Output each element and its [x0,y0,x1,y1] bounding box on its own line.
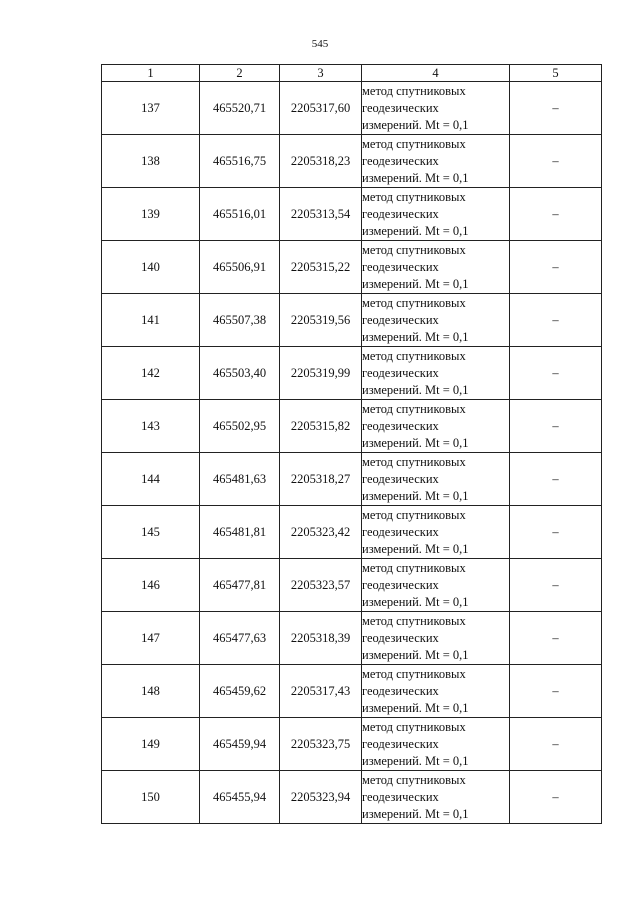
note-cell: – [510,665,602,718]
method-description [362,453,510,506]
coordinate-x: 465459,94 [200,718,280,771]
note-cell: – [510,135,602,188]
table-row [102,559,602,612]
point-number: 147 [102,612,200,665]
method-description [362,612,510,665]
method-line-2: геодезических [362,100,439,115]
header-col-3: 3 [280,65,362,82]
point-number: 143 [102,400,200,453]
method-line-1: метод спутниковых [362,295,466,310]
coordinate-y: 2205323,57 [280,559,362,612]
method-description [362,506,510,559]
method-line-2: геодезических [362,789,439,804]
method-line-1: метод спутниковых [362,136,466,151]
method-line-1: метод спутниковых [362,613,466,628]
coordinates-table [101,64,602,824]
method-line-3: измерений. Mt = 0,1 [362,541,469,556]
header-col-2: 2 [200,65,280,82]
header-col-1: 1 [102,65,200,82]
coordinate-x: 465520,71 [200,82,280,135]
coordinate-y: 2205323,94 [280,771,362,824]
coordinate-x: 465455,94 [200,771,280,824]
method-description [362,188,510,241]
method-line-3: измерений. Mt = 0,1 [362,488,469,503]
method-description [362,347,510,400]
method-line-3: измерений. Mt = 0,1 [362,435,469,450]
method-line-3: измерений. Mt = 0,1 [362,700,469,715]
method-line-3: измерений. Mt = 0,1 [362,382,469,397]
note-cell: – [510,612,602,665]
coordinate-y: 2205315,82 [280,400,362,453]
table-row [102,612,602,665]
method-line-1: метод спутниковых [362,454,466,469]
coordinate-y: 2205317,60 [280,82,362,135]
method-line-1: метод спутниковых [362,83,466,98]
method-line-2: геодезических [362,683,439,698]
coordinate-y: 2205317,43 [280,665,362,718]
table-row [102,453,602,506]
method-line-2: геодезических [362,259,439,274]
method-description [362,135,510,188]
coordinate-y: 2205318,27 [280,453,362,506]
coordinate-x: 465507,38 [200,294,280,347]
coordinate-x: 465481,63 [200,453,280,506]
method-description [362,771,510,824]
coordinate-x: 465477,81 [200,559,280,612]
note-cell: – [510,718,602,771]
method-line-1: метод спутниковых [362,772,466,787]
method-description [362,294,510,347]
coordinate-x: 465516,01 [200,188,280,241]
method-line-2: геодезических [362,312,439,327]
method-line-2: геодезических [362,630,439,645]
method-line-2: геодезических [362,736,439,751]
coordinate-y: 2205323,42 [280,506,362,559]
coordinate-y: 2205315,22 [280,241,362,294]
method-line-1: метод спутниковых [362,560,466,575]
point-number: 149 [102,718,200,771]
point-number: 139 [102,188,200,241]
note-cell: – [510,400,602,453]
note-cell: – [510,506,602,559]
method-description [362,559,510,612]
method-line-3: измерений. Mt = 0,1 [362,806,469,821]
note-cell: – [510,347,602,400]
method-description [362,665,510,718]
table-row [102,718,602,771]
method-line-3: измерений. Mt = 0,1 [362,647,469,662]
point-number: 142 [102,347,200,400]
table-row [102,135,602,188]
method-line-1: метод спутниковых [362,507,466,522]
coordinate-x: 465477,63 [200,612,280,665]
method-line-2: геодезических [362,471,439,486]
coordinate-x: 465516,75 [200,135,280,188]
coordinate-y: 2205319,99 [280,347,362,400]
table-row [102,241,602,294]
point-number: 145 [102,506,200,559]
method-line-1: метод спутниковых [362,189,466,204]
note-cell: – [510,82,602,135]
method-description [362,241,510,294]
table-row [102,82,602,135]
method-line-2: геодезических [362,524,439,539]
method-line-2: геодезических [362,577,439,592]
table-row [102,188,602,241]
table-row [102,347,602,400]
point-number: 150 [102,771,200,824]
table-row [102,294,602,347]
point-number: 144 [102,453,200,506]
method-line-3: измерений. Mt = 0,1 [362,117,469,132]
header-col-4: 4 [362,65,510,82]
table-row [102,665,602,718]
coordinate-y: 2205318,39 [280,612,362,665]
coordinate-y: 2205313,54 [280,188,362,241]
note-cell: – [510,294,602,347]
method-line-3: измерений. Mt = 0,1 [362,594,469,609]
coordinate-y: 2205319,56 [280,294,362,347]
method-line-1: метод спутниковых [362,348,466,363]
coordinate-y: 2205318,23 [280,135,362,188]
method-description [362,82,510,135]
table-row [102,771,602,824]
point-number: 138 [102,135,200,188]
point-number: 146 [102,559,200,612]
table-header [102,65,602,82]
page-number: 545 [311,38,329,50]
method-description [362,718,510,771]
header-col-5: 5 [510,65,602,82]
coordinate-x: 465502,95 [200,400,280,453]
point-number: 140 [102,241,200,294]
method-line-3: измерений. Mt = 0,1 [362,170,469,185]
point-number: 137 [102,82,200,135]
method-line-2: геодезических [362,206,439,221]
coordinate-x: 465506,91 [200,241,280,294]
method-line-1: метод спутниковых [362,719,466,734]
method-line-1: метод спутниковых [362,242,466,257]
note-cell: – [510,241,602,294]
point-number: 148 [102,665,200,718]
note-cell: – [510,188,602,241]
note-cell: – [510,559,602,612]
method-line-3: измерений. Mt = 0,1 [362,276,469,291]
coordinate-x: 465503,40 [200,347,280,400]
note-cell: – [510,453,602,506]
table-body [102,82,602,824]
method-line-2: геодезических [362,418,439,433]
method-line-3: измерений. Mt = 0,1 [362,329,469,344]
method-line-1: метод спутниковых [362,666,466,681]
coordinate-x: 465481,81 [200,506,280,559]
coordinate-x: 465459,62 [200,665,280,718]
point-number: 141 [102,294,200,347]
method-line-3: измерений. Mt = 0,1 [362,753,469,768]
table-row [102,400,602,453]
method-description [362,400,510,453]
table-row [102,506,602,559]
header-row [102,65,602,82]
method-line-3: измерений. Mt = 0,1 [362,223,469,238]
method-line-2: геодезических [362,365,439,380]
method-line-2: геодезических [362,153,439,168]
coordinate-y: 2205323,75 [280,718,362,771]
note-cell: – [510,771,602,824]
method-line-1: метод спутниковых [362,401,466,416]
